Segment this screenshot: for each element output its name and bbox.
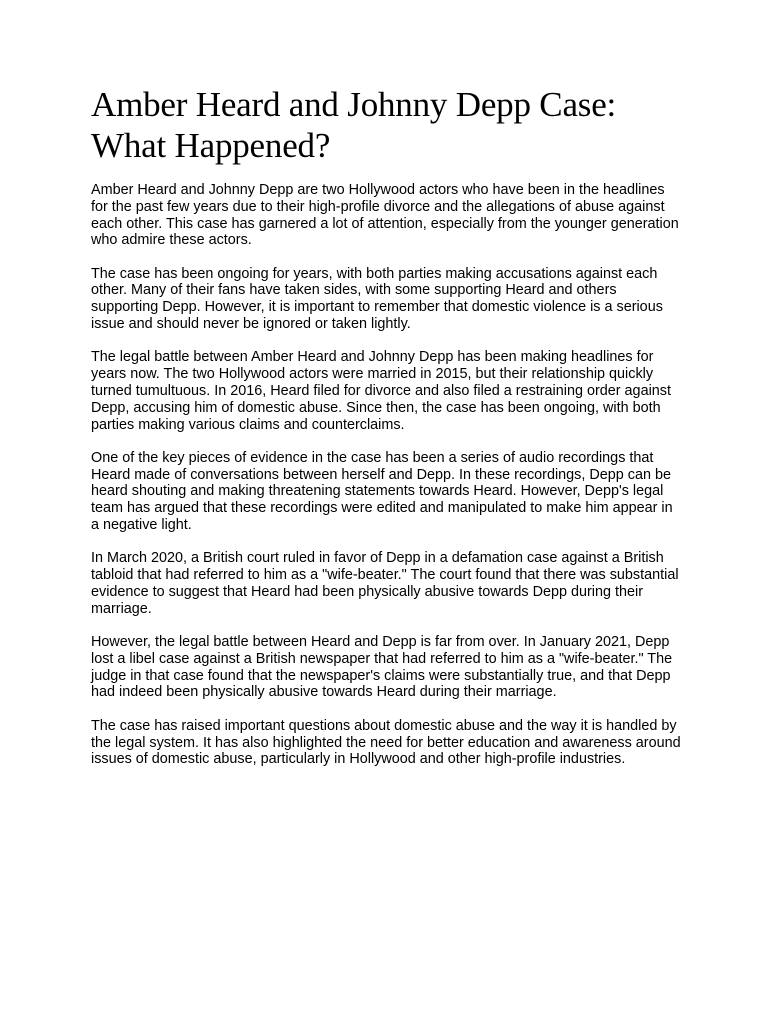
paragraph: One of the key pieces of evidence in the case has been a series of audio recordings that Heard made of conversations between herself and Depp. In these recordings, Depp can be heard shouting and making threatening statements towards Heard. However, Depp's legal team has argued that these recordings were edited and manipulated to make him appear in a negative light. <box>91 449 673 534</box>
paragraph: The legal battle between Amber Heard and Johnny Depp has been making headlines for years now. The two Hollywood actors were married in 2015, but their relationship quickly turned tumultuous. In 2016, Heard filed for divorce and also filed a restraining order against Depp, accusing him of domestic abuse. Since then, the case has been ongoing, with both parties making various claims and counterclaims. <box>91 349 671 433</box>
paragraph: Amber Heard and Johnny Depp are two Hollywood actors who have been in the headlines for the past few years due to their high-profile divorce and the allegations of abuse against each other. This case has garnered a lot of attention, especially from the younger generation who admire these actors. <box>91 182 679 249</box>
paragraph: The case has been ongoing for years, with both parties making accusations against each other. Many of their fans have taken sides, with some supporting Heard and others supporting Depp. However, it is important to remember that domestic violence is a serious issue and should never be ignored or taken lightly. <box>91 265 663 333</box>
paragraph: The case has raised important questions about domestic abuse and the way it is handled by the legal system. It has also highlighted the need for better education and awareness around issues of domestic abuse, particularly in Hollywood and other high-profile industries. <box>91 717 681 768</box>
document-body <box>91 182 681 768</box>
document-title: Amber Heard and Johnny Depp Case: What Happened? <box>91 85 617 165</box>
paragraph: However, the legal battle between Heard and Depp is far from over. In January 2021, Depp lost a libel case against a British newspaper that had referred to him as a "wife-beater." The judge in that case found that the newspaper's claims were substantially true, and that Depp had indeed been physically abusive towards Heard during their marriage. <box>91 634 673 701</box>
paragraph: In March 2020, a British court ruled in favor of Depp in a defamation case against a British tabloid that had referred to him as a "wife-beater." The court found that there was substantial evidence to suggest that Heard had been physically abusive towards Depp during their marriage. <box>91 550 679 617</box>
document-page <box>91 84 681 785</box>
